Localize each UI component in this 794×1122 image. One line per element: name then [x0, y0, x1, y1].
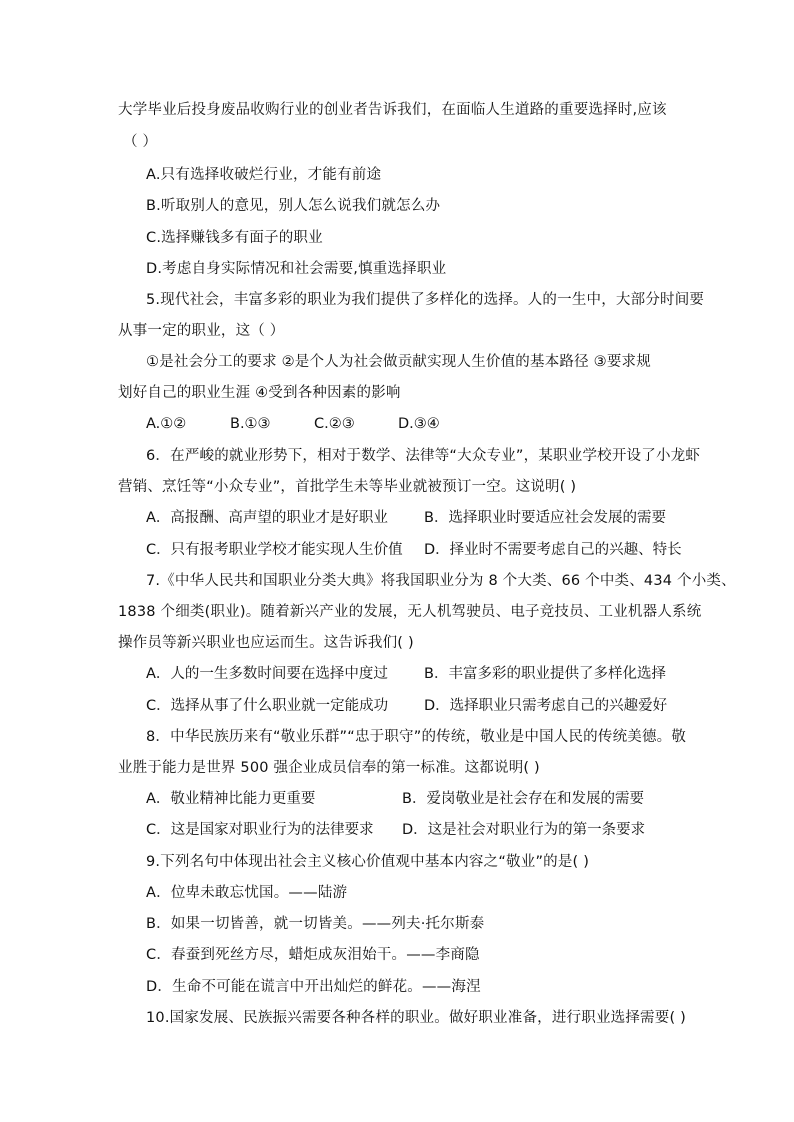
q10-stem: 10.国家发展、民族振兴需要各种各样的职业。做好职业准备，进行职业选择需要( ) — [146, 1010, 686, 1026]
q6-option-c: C．只有报考职业学校才能实现人生价值 — [146, 542, 403, 558]
q9-option-d: D．生命不可能在谎言中开出灿烂的鲜花。——海涅 — [146, 979, 481, 995]
q6-stem-line2: 营销、烹饪等“小众专业”，首批学生未等毕业就被预订一空。这说明( ) — [118, 479, 577, 495]
q7-options-row1 — [146, 664, 706, 684]
q4-option-d: D.考虑自身实际情况和社会需要,慎重选择职业 — [146, 261, 447, 277]
q5-stem-line2: 从事一定的职业，这（ ） — [118, 323, 285, 339]
q7-stem-line2: 1838 个细类(职业)。随着新兴产业的发展，无人机驾驶员、电子竞技员、工业机器人系统 — [118, 604, 702, 620]
q7-options-row2 — [146, 696, 706, 716]
q8-option-d: D．这是社会对职业行为的第一条要求 — [402, 822, 646, 838]
q8-stem-line2: 业胜于能力是世界 500 强企业成员信奉的第一标准。这都说明( ) — [118, 760, 540, 776]
q5-statements-line2: 划好自己的职业生涯 ④受到各种因素的影响 — [118, 385, 401, 401]
q5-option-a: A.①② — [146, 416, 187, 432]
q8-options-row1 — [146, 789, 706, 809]
q4-stem-line1: 大学毕业后投身废品收购行业的创业者告诉我们，在面临人生道路的重要选择时,应该 — [118, 102, 667, 118]
q8-option-b: B．爱岗敬业是社会存在和发展的需要 — [402, 791, 644, 807]
q7-option-d: D．选择职业只需考虑自己的兴趣爱好 — [424, 698, 668, 714]
q4-option-c: C.选择赚钱多有面子的职业 — [146, 230, 323, 246]
q7-option-c: C．选择从事了什么职业就一定能成功 — [146, 698, 389, 714]
q5-option-b: B.①③ — [230, 416, 271, 432]
q4-option-a: A.只有选择收破烂行业，才能有前途 — [146, 167, 382, 183]
q9-stem: 9.下列名句中体现出社会主义核心价值观中基本内容之“敬业”的是( ) — [146, 854, 590, 870]
q6-option-a: A．高报酬、高声望的职业才是好职业 — [146, 510, 388, 526]
q7-stem-line1: 7.《中华人民共和国职业分类大典》将我国职业分为 8 个大类、66 个中类、434 个小类、 — [146, 573, 736, 589]
q6-options-row1 — [146, 508, 706, 528]
q7-stem-line3: 操作员等新兴职业也应运而生。这告诉我们( ) — [118, 635, 414, 651]
q5-statements-line1: ①是社会分工的要求 ②是个人为社会做贡献实现人生价值的基本路径 ③要求规 — [146, 354, 651, 370]
q5-stem-line1: 5.现代社会，丰富多彩的职业为我们提供了多样化的选择。人的一生中，大部分时间要 — [146, 292, 705, 308]
q4-answer-blank: （ ） — [123, 134, 158, 150]
q5-options-row — [146, 414, 666, 434]
q9-option-c: C．春蚕到死丝方尽，蜡炬成灰泪始干。——李商隐 — [146, 947, 480, 963]
q5-option-c: C.②③ — [314, 416, 355, 432]
q9-option-a: A．位卑未敢忘忧国。——陆游 — [146, 885, 348, 901]
q6-options-row2 — [146, 540, 706, 560]
q7-option-a: A．人的一生多数时间要在选择中度过 — [146, 666, 388, 682]
q4-option-b: B.听取别人的意见，别人怎么说我们就怎么办 — [146, 198, 441, 214]
q9-option-b: B．如果一切皆善，就一切皆美。——列夫·托尔斯泰 — [146, 916, 485, 932]
q8-stem-line1: 8．中华民族历来有“敬业乐群”“忠于职守”的传统，敬业是中国人民的传统美德。敬 — [146, 729, 687, 745]
q8-options-row2 — [146, 820, 706, 840]
q8-option-a: A．敬业精神比能力更重要 — [146, 791, 316, 807]
q6-option-b: B．选择职业时要适应社会发展的需要 — [424, 510, 666, 526]
q5-option-d: D.③④ — [398, 416, 440, 432]
q7-option-b: B．丰富多彩的职业提供了多样化选择 — [424, 666, 666, 682]
q6-stem-line1: 6．在严峻的就业形势下，相对于数学、法律等“大众专业”，某职业学校开设了小龙虾 — [146, 448, 701, 464]
q8-option-c: C．这是国家对职业行为的法律要求 — [146, 822, 374, 838]
q6-option-d: D．择业时不需要考虑自己的兴趣、特长 — [424, 542, 682, 558]
